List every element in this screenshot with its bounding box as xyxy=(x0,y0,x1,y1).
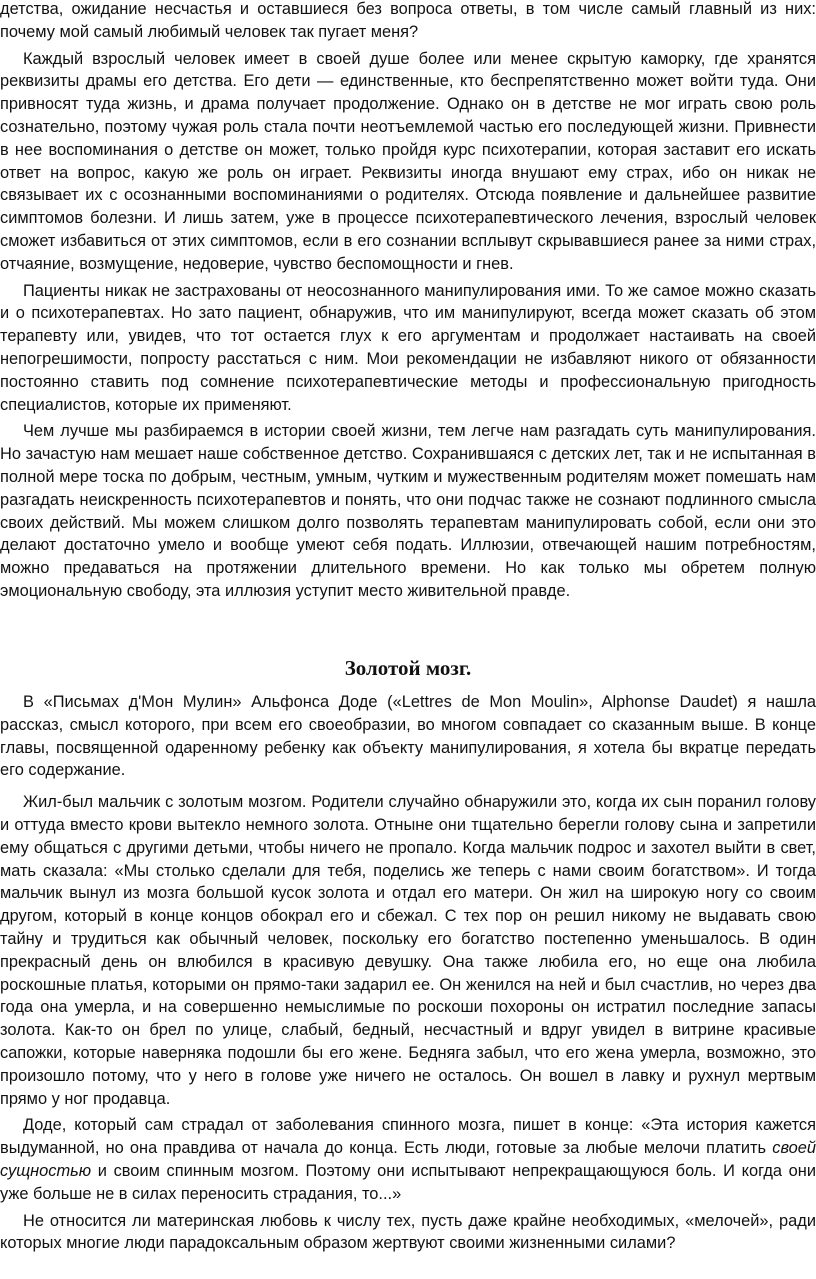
text-section-top xyxy=(0,0,816,603)
paragraph-mothers-love-question: Не относится ли материнская любовь к числу тех, пусть даже крайне необходимых, «мелочей», ради которых многие люди парадоксальным образом жертвуют своими жизненными силами? xyxy=(0,1211,816,1253)
quote-text-end: и своим спинным мозгом. Поэтому они испытывают непрекращающуюся боль. И когда они уже больше не в силах переносить страдания, то...» xyxy=(0,1161,816,1203)
paragraph-life-history: Чем лучше мы разбираемся в истории своей жизни, тем легче нам разгадать суть манипулирования. Но зачастую нам мешает наше собственное детство. Сохранившаяся с детских лет, так и не испытанная в полной мере тоска по добрым, честным, умным, чутким и мужественным родителям может помешать нам разгадать неискренность психотерапевтов и понять, что они подчас также не сознают подлинного смысла своих действий. Мы можем слишком долго позволять терапевтам манипулировать собой, если они это делают достаточно умело и вообще умеют себя подать. Иллюзии, отвечающей нашим потребностям, можно предаваться на протяжении длительного времени. Но как только мы обретем полную эмоциональную свободу, эта иллюзия уступит место живительной правде. xyxy=(0,422,816,600)
text-section-golden-brain xyxy=(0,691,816,1255)
paragraph-continuation: детства, ожидание несчастья и оставшиеся без вопроса ответы, в том числе самый главный из них: почему мой самый любимый человек так пугает меня? xyxy=(0,0,816,41)
paragraph-daudet-intro: В «Письмах д'Мон Мулин» Альфонса Доде («Lettres de Mon Moulin», Alphonse Daudet) я нашла рассказ, смысл которого, при всем его своеобразии, во многом совпадает со сказанным выше. В конце главы, посвященной одаренному ребенку как объекту манипулирования, я хотела бы вкратце передать его содержание. xyxy=(0,693,816,780)
paragraph-daudet-quote xyxy=(0,1114,816,1205)
paragraph-props-of-childhood-drama: Каждый взрослый человек имеет в своей душе более или менее скрытую каморку, где хранятся реквизиты драмы его детства. Его дети — единственные, кто беспрепятственно может войти туда. Они привносят туда жизнь, и драма получает продолжение. Однако он в детстве не мог играть свою роль сознательно, поэтому чужая роль стала почти неотъемлемой частью его последующей жизни. Привнести в нее воспоминания о детстве он может, только пройдя курс психотерапии, которая заставит его искать ответ на вопрос, какую же роль он играет. Реквизиты иногда внушают ему страх, ибо он никак не связывает их с осознанными воспоминаниями о родителях. Отсюда появление и дальнейшее развитие симптомов болезни. И лишь затем, уже в процессе психотерапевтического лечения, взрослый человек сможет избавиться от этих симптомов, если в его сознании всплывут скрывавшиеся ранее за ними страх, отчаяние, возмущение, недоверие, чувство беспомощности и гнев. xyxy=(0,49,816,273)
paragraph-golden-brain-story: Жил-был мальчик с золотым мозгом. Родители случайно обнаружили это, когда их сын поранил голову и оттуда вместо крови вытекло немного золота. Отныне они тщательно берегли голову сына и запретили ему общаться с другими детьми, чтобы ничего не пропало. Когда мальчик подрос и захотел выйти в свет, мать сказала: «Мы столько сделали для тебя, поделись же теперь с нами своим богатством». И тогда мальчик вынул из мозга большой кусок золота и отдал его матери. Он жил на широкую ногу со своим другом, который в конце концов обокрал его и сбежал. С тех пор он решил никому не выдавать свою тайну и трудиться как обычный человек, поскольку его богатство постепенно уменьшалось. В один прекрасный день он влюбился в красивую девушку. Она также любила его, но еще она любила роскошные платья, которыми он прямо-таки задарил ее. Он женился на ней и был счастлив, но через два года она умерла, и на совершенно немыслимые по роскоши похороны он истратил последние запасы золота. Как-то он брел по улице, слабый, бедный, несчастный и вдруг увидел в витрине красивые сапожки, которые наверняка подошли бы его жене. Бедняга забыл, что его жена умерла, возможно, это произошло потому, что у него в голове уже ничего не осталось. Он вошел в лавку и рухнул мертвым прямо у ног продавца. xyxy=(0,793,816,1108)
quote-text-start: Доде, который сам страдал от заболевания спинного мозга, пишет в конце: «Эта история кажется выдуманной, но она правдива от начала до конца. Есть люди, готовые за любые мелочи платить xyxy=(0,1116,816,1158)
quote-text-italic: своей сущностью xyxy=(0,1139,816,1180)
paragraph-patients-manipulation: Пациенты никак не застрахованы от неосознанного манипулирования ими. То же самое можно сказать и о психотерапевтах. Но зато пациент, обнаружив, что им манипулируют, всегда может сказать об этом терапевту или, увидев, что тот остается глух к его аргументам и продолжает настаивать на своей непогрешимости, попросту расстаться с ним. Мои рекомендации не избавляют никого от обязанности постоянно ставить под сомнение психотерапевтические методы и профессиональную пригодность специалистов, которые их применяют. xyxy=(0,281,816,414)
chapter-heading: Золотой мозг. xyxy=(344,656,472,680)
